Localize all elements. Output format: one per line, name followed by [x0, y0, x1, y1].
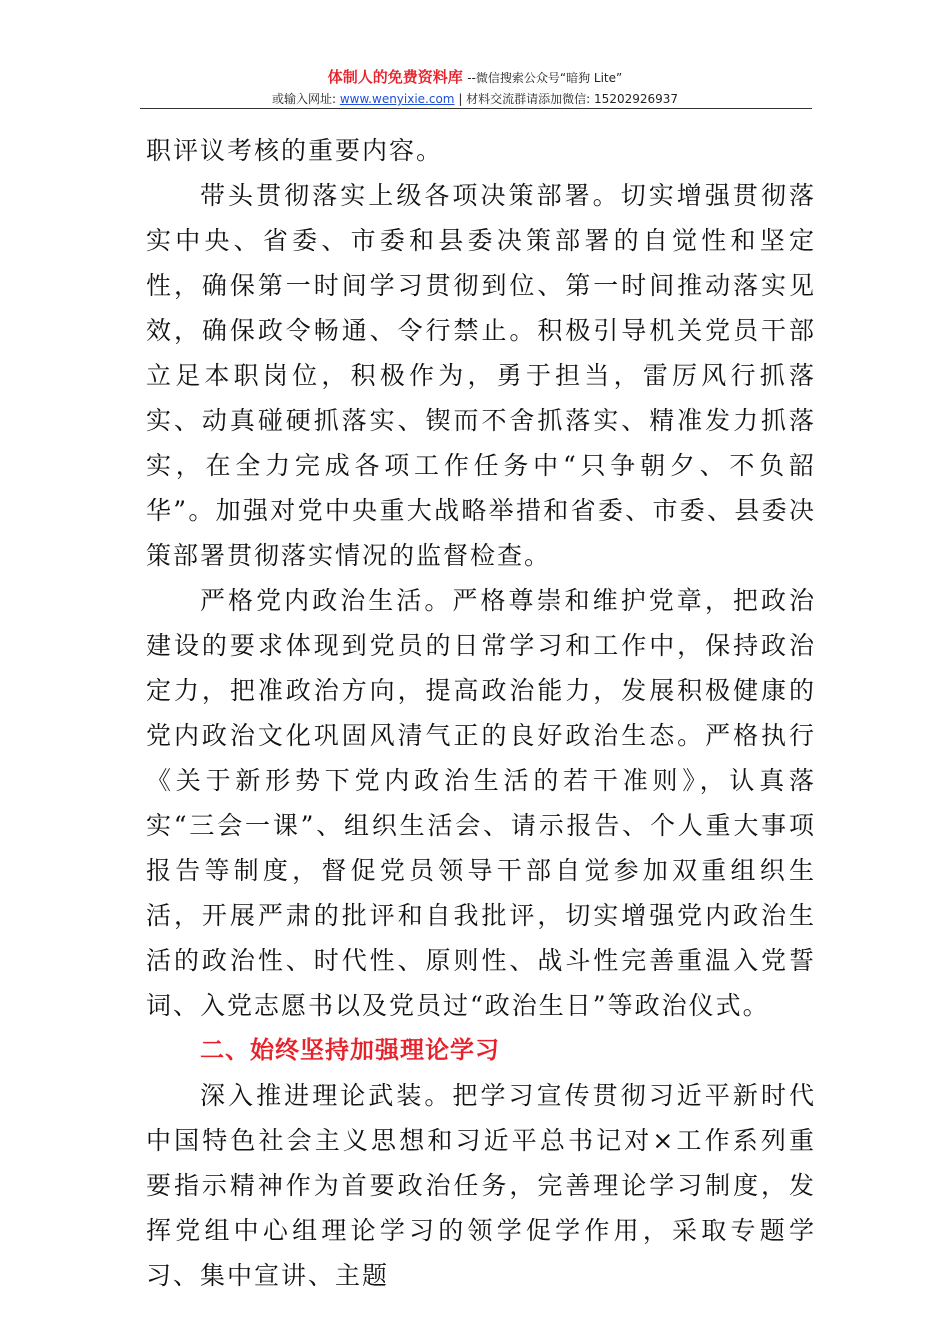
- document-body: [146, 128, 816, 1298]
- page-header: [0, 68, 950, 107]
- paragraph: 严格党内政治生活。严格尊崇和维护党章，把政治建设的要求体现到党员的日常学习和工作中，保持政治定力，把准政治方向，提高政治能力，发展积极健康的党内政治文化巩固风清气正的良好政治生态。严格执行《关于新形势下党内政治生活的若干准则》，认真落实“三会一课”、组织生活会、请示报告、个人重大事项报告等制度，督促党员领导干部自觉参加双重组织生活，开展严肃的批评和自我批评，切实增强党内政治生活的政治性、时代性、原则性、战斗性完善重温入党誓词、入党志愿书以及党员过“政治生日”等政治仪式。: [146, 586, 816, 1020]
- paragraph-continuation: 职评议考核的重要内容。: [146, 136, 444, 165]
- section-heading: 二、始终坚持加强理论学习: [200, 1036, 500, 1064]
- website-link[interactable]: www.wenyixie.com: [339, 92, 455, 106]
- header-title-line: [0, 68, 950, 87]
- header-contact-line: [0, 91, 950, 107]
- paragraph: 深入推进理论武装。把学习宣传贯彻习近平新时代中国特色社会主义思想和习近平总书记对×工作系列重要指示精神作为首要政治任务，完善理论学习制度，发挥党组中心组理论学习的领学促学作用，采取专题学习、集中宣讲、主题: [146, 1081, 816, 1290]
- brand-title: 体制人的免费资料库: [327, 68, 463, 86]
- contact-text: | 材料交流群请添加微信: 15202926937: [458, 92, 679, 106]
- url-prefix: 或输入网址:: [271, 92, 337, 106]
- header-divider: [140, 108, 812, 109]
- paragraph: 带头贯彻落实上级各项决策部署。切实增强贯彻落实中央、省委、市委和县委决策部署的自觉性和坚定性，确保第一时间学习贯彻到位、第一时间推动落实见效，确保政令畅通、令行禁止。积极引导机关党员干部立足本职岗位，积极作为，勇于担当，雷厉风行抓落实、动真碰硬抓落实、锲而不舍抓落实、精准发力抓落实，在全力完成各项工作任务中“只争朝夕、不负韶华”。加强对党中央重大战略举措和省委、市委、县委决策部署贯彻落实情况的监督检查。: [146, 181, 816, 570]
- header-slogan: --微信搜索公众号“暗狗 Lite”: [467, 71, 623, 85]
